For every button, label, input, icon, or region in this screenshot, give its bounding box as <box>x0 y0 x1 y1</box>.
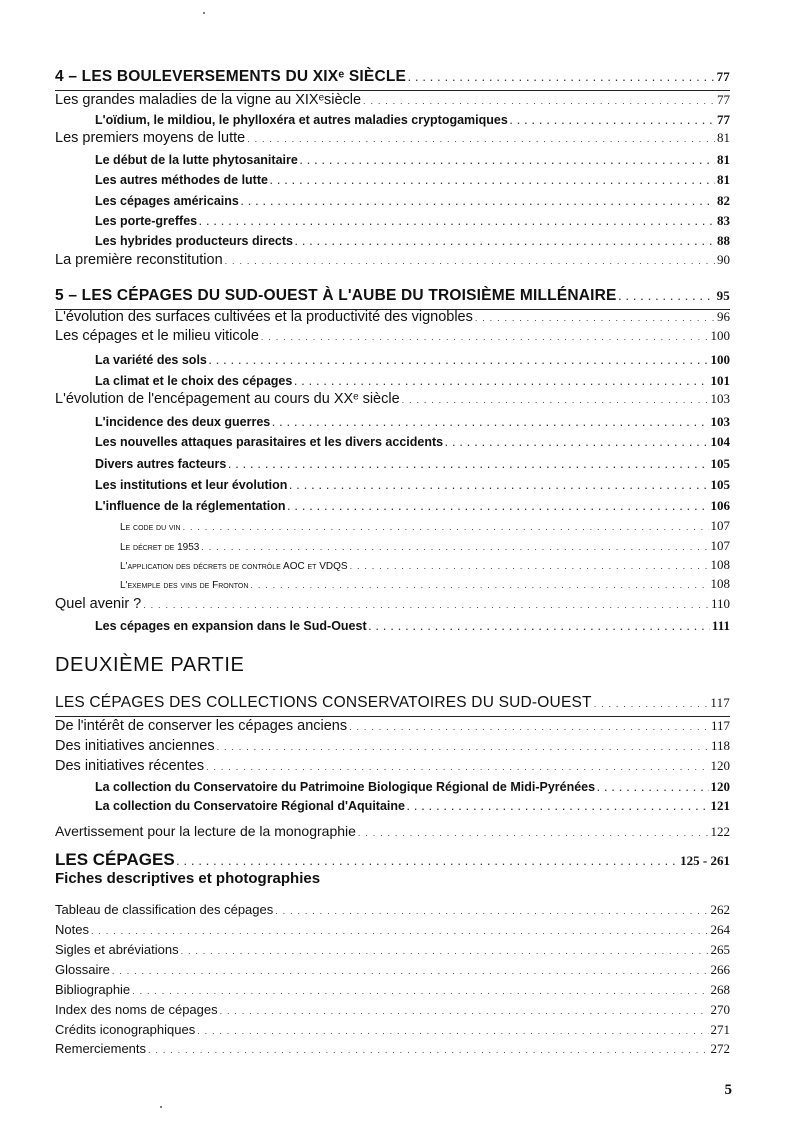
toc-page-number: 120 <box>710 779 730 794</box>
toc-page-number: 77 <box>717 112 730 127</box>
dot-leader <box>177 857 679 867</box>
toc-page-number: 107 <box>710 518 730 533</box>
dot-leader <box>475 313 715 323</box>
toc-entry[interactable] <box>95 172 730 194</box>
toc-label: Avertissement pour la lecture de la monographie <box>55 823 356 839</box>
dot-leader <box>289 481 708 491</box>
toc-page-number: 272 <box>710 1041 730 1056</box>
toc-label: L'évolution de l'encépagement au cours du XXᵉ siècle <box>55 391 400 407</box>
dot-leader <box>148 1045 708 1055</box>
toc-page-number: 104 <box>710 434 730 449</box>
toc-label: Tableau de classification des cépages <box>55 902 274 917</box>
toc-label: Les hybrides producteurs directs <box>95 234 293 248</box>
toc-entry[interactable] <box>95 193 730 215</box>
toc-entry[interactable] <box>95 152 730 174</box>
toc-label: Des initiatives récentes <box>55 758 205 774</box>
dot-leader <box>369 622 710 632</box>
toc-label: L'évolution des surfaces cultivées et la productivité des vignobles <box>55 309 473 325</box>
toc-entry[interactable] <box>95 498 730 520</box>
toc-entry[interactable] <box>55 738 730 760</box>
toc-entry[interactable] <box>55 718 730 740</box>
toc-label: L'incidence des deux guerres <box>95 415 271 429</box>
dot-leader <box>183 522 709 532</box>
toc-page-number: 88 <box>717 233 730 248</box>
dot-leader <box>241 197 715 207</box>
toc-page-number: 100 <box>710 352 730 367</box>
toc-label: Le code du vin <box>120 522 181 533</box>
toc-label: Les cépages américains <box>95 194 239 208</box>
toc-label: Glossaire <box>55 962 110 977</box>
dot-leader <box>225 256 715 266</box>
toc-label: Les grandes maladies de la vigne au XIXᵉsiècle <box>55 92 362 108</box>
dot-leader <box>201 542 708 552</box>
toc-entry[interactable] <box>95 414 730 436</box>
dot-leader <box>619 292 715 302</box>
toc-label: LES CÉPAGES DES COLLECTIONS CONSERVATOIRES DU SUD-OUEST <box>55 694 592 711</box>
toc-page-number: 125 - 261 <box>680 853 730 868</box>
dot-leader <box>594 699 709 709</box>
cepages-subtitle: Fiches descriptives et photographies <box>55 870 321 887</box>
dot-leader <box>295 237 715 247</box>
dot-leader <box>270 176 715 186</box>
toc-label: Quel avenir ? <box>55 596 142 612</box>
toc-page-number: 103 <box>710 391 730 406</box>
toc-label: L'exemple des vins de Fronton <box>120 580 249 591</box>
toc-page-number: 106 <box>710 498 730 513</box>
toc-entry[interactable] <box>55 252 730 274</box>
toc-page-number: 101 <box>710 373 730 388</box>
dot-leader <box>408 73 715 83</box>
toc-page-number: 83 <box>717 213 730 228</box>
toc-label: Divers autres facteurs <box>95 457 227 471</box>
toc-label: 4 – LES BOULEVERSEMENTS DU XIXᵉ SIÈCLE <box>55 68 407 85</box>
toc-entry[interactable] <box>95 352 730 374</box>
toc-page-number: 117 <box>710 718 730 733</box>
toc-page-number: 103 <box>710 414 730 429</box>
toc-entry[interactable] <box>95 798 730 820</box>
toc-page-number: 122 <box>710 824 730 839</box>
toc-entry[interactable] <box>95 434 730 456</box>
toc-page-number: 77 <box>717 92 730 107</box>
toc-entry[interactable] <box>55 92 730 114</box>
toc-page-number: 95 <box>716 288 730 303</box>
dot-leader <box>445 438 708 448</box>
toc-label: LES CÉPAGES <box>55 850 175 869</box>
toc-entry[interactable] <box>120 518 730 540</box>
toc-page-number: 108 <box>710 576 730 591</box>
dot-leader <box>288 502 709 512</box>
toc-label: Remerciements <box>55 1041 147 1056</box>
toc-label: 5 – LES CÉPAGES DU SUD-OUEST À L'AUBE DU TROISIÈME MILLÉNAIRE <box>55 287 617 304</box>
toc-entry[interactable] <box>95 477 730 499</box>
toc-page-number: 120 <box>710 758 730 773</box>
dot-leader <box>402 395 709 405</box>
part-2-rule <box>55 716 730 717</box>
toc-entry[interactable] <box>55 391 730 413</box>
toc-label: Le décret de 1953 <box>120 542 200 553</box>
dot-leader <box>275 906 708 916</box>
toc-label: L'oïdium, le mildiou, le phylloxéra et autres maladies cryptogamiques <box>95 113 508 127</box>
toc-entry[interactable] <box>95 213 730 235</box>
dot-leader <box>272 418 708 428</box>
annex-entry[interactable] <box>55 962 730 984</box>
annex-entry[interactable] <box>55 942 730 964</box>
dot-leader <box>407 802 709 812</box>
toc-label: L'influence de la réglementation <box>95 499 286 513</box>
annex-entry[interactable] <box>55 902 730 924</box>
toc-page-number: 90 <box>717 252 730 267</box>
dot-leader <box>510 116 715 126</box>
toc-page-number: 96 <box>717 309 730 324</box>
toc-page-number: 110 <box>710 596 730 611</box>
dot-leader <box>358 828 709 838</box>
toc-label: La première reconstitution <box>55 252 223 268</box>
toc-entry[interactable] <box>55 596 730 618</box>
toc-page-number: 105 <box>710 456 730 471</box>
toc-page-number: 265 <box>710 942 730 957</box>
toc-page-number: 262 <box>710 902 730 917</box>
cepages-heading[interactable] <box>55 850 730 872</box>
toc-label: Les cépages en expansion dans le Sud-Ouest <box>95 619 367 633</box>
dot-leader <box>181 946 709 956</box>
dot-leader <box>228 460 708 470</box>
toc-label: Index des noms de cépages <box>55 1002 218 1017</box>
part-title: DEUXIÈME PARTIE <box>55 654 245 676</box>
toc-entry[interactable] <box>55 328 730 350</box>
toc-page-number: 111 <box>711 618 730 633</box>
collections-heading[interactable] <box>55 694 730 716</box>
toc-entry[interactable] <box>95 618 730 640</box>
toc-page-number: 268 <box>710 982 730 997</box>
toc-entry[interactable] <box>55 823 730 845</box>
toc-label: La collection du Conservatoire Régional d'Aquitaine <box>95 799 405 813</box>
scan-speck <box>160 1106 162 1108</box>
toc-label: L'application des décrets de contrôle AOC et VDQS <box>120 561 348 572</box>
toc-entry[interactable] <box>95 456 730 478</box>
toc-label: Les cépages et le milieu viticole <box>55 328 259 344</box>
toc-label: La collection du Conservatoire du Patrimoine Biologique Régional de Midi-Pyrénées <box>95 780 596 794</box>
toc-label: La climat et le choix des cépages <box>95 374 293 388</box>
scan-speck <box>203 12 205 14</box>
toc-page-number: 108 <box>710 557 730 572</box>
section-4-heading[interactable] <box>55 68 730 90</box>
toc-entry[interactable] <box>55 130 730 152</box>
dot-leader <box>199 217 715 227</box>
dot-leader <box>206 762 708 772</box>
dot-leader <box>112 966 709 976</box>
toc-page-number: 82 <box>717 193 730 208</box>
toc-page-number: 264 <box>710 922 730 937</box>
toc-page-number: 118 <box>710 738 730 753</box>
toc-page-number: 117 <box>710 695 730 710</box>
toc-label: Les institutions et leur évolution <box>95 478 288 492</box>
dot-leader <box>132 986 708 996</box>
toc-page-number: 100 <box>710 328 730 343</box>
dot-leader <box>209 356 709 366</box>
toc-label: Les nouvelles attaques parasitaires et les divers accidents <box>95 435 444 449</box>
toc-label: Notes <box>55 922 89 937</box>
annex-entry[interactable] <box>55 1041 730 1063</box>
section-4-rule <box>55 90 730 91</box>
dot-leader <box>217 742 709 752</box>
dot-leader <box>197 1026 708 1036</box>
toc-label: De l'intérêt de conserver les cépages anciens <box>55 718 348 734</box>
page-number: 5 <box>724 1082 732 1098</box>
toc-page-number: 81 <box>717 130 730 145</box>
toc-entry[interactable] <box>55 758 730 780</box>
toc-page-number: 81 <box>717 152 730 167</box>
annex-entry[interactable] <box>55 922 730 944</box>
toc-label: Les autres méthodes de lutte <box>95 173 268 187</box>
dot-leader <box>597 783 708 793</box>
section-5-heading[interactable] <box>55 287 730 309</box>
toc-page-number: 270 <box>710 1002 730 1017</box>
annex-entry[interactable] <box>55 982 730 1004</box>
toc-label: Bibliographie <box>55 982 131 997</box>
toc-page-number: 107 <box>710 538 730 553</box>
toc-label: Sigles et abréviations <box>55 942 179 957</box>
toc-label: Des initiatives anciennes <box>55 738 215 754</box>
dot-leader <box>300 156 715 166</box>
dot-leader <box>247 134 715 144</box>
dot-leader <box>220 1006 709 1016</box>
annex-entry[interactable] <box>55 1002 730 1024</box>
toc-label: Les porte-greffes <box>95 214 198 228</box>
dot-leader <box>349 722 709 732</box>
toc-label: Les premiers moyens de lutte <box>55 130 246 146</box>
dot-leader <box>143 600 709 610</box>
dot-leader <box>261 332 709 342</box>
dot-leader <box>250 580 708 590</box>
toc-label: La variété des sols <box>95 353 207 367</box>
toc-page-number: 105 <box>710 477 730 492</box>
toc-page-number: 81 <box>717 172 730 187</box>
toc-page-number: 77 <box>716 69 730 84</box>
dot-leader <box>294 377 708 387</box>
toc-label: Le début de la lutte phytosanitaire <box>95 153 298 167</box>
dot-leader <box>350 561 709 571</box>
dot-leader <box>91 926 709 936</box>
toc-entry[interactable] <box>120 576 730 598</box>
toc-page-number: 271 <box>710 1022 730 1037</box>
toc-page-number: 121 <box>710 798 730 813</box>
toc-label: Crédits iconographiques <box>55 1022 196 1037</box>
toc-page-number: 266 <box>710 962 730 977</box>
dot-leader <box>363 96 715 106</box>
